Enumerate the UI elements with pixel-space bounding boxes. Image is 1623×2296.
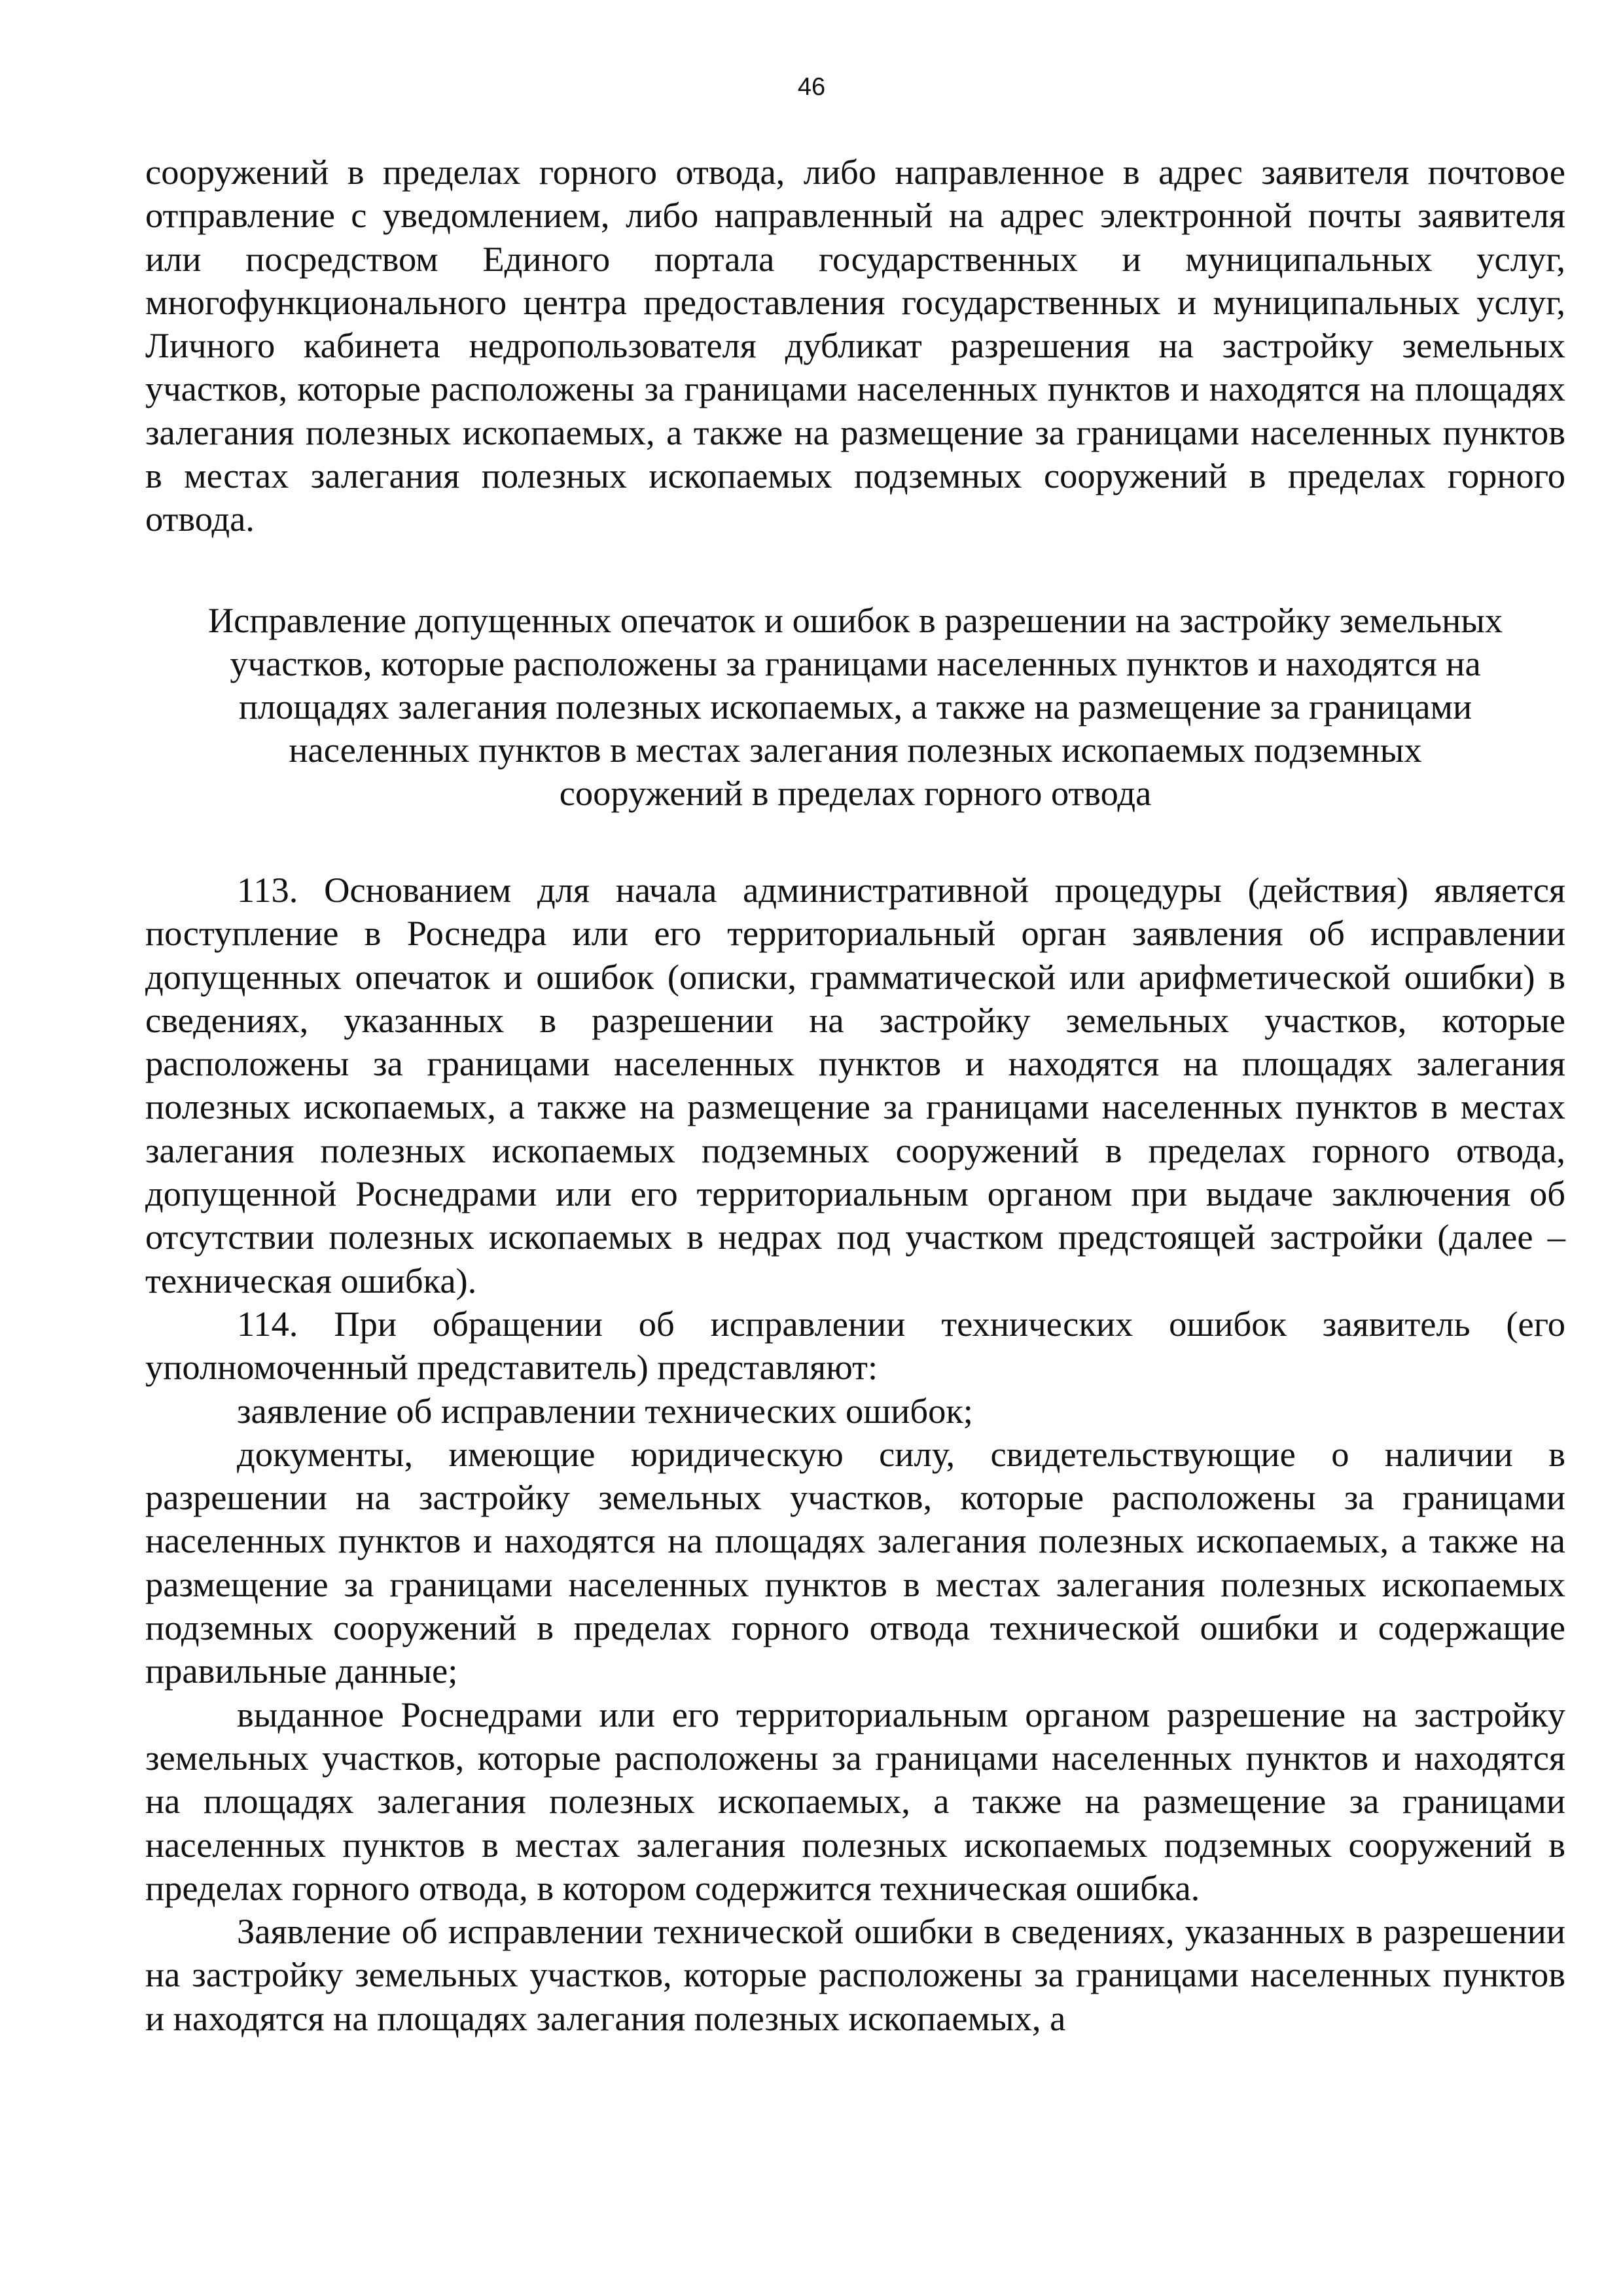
paragraph-113: 113. Основанием для начала административной процедуры (действия) является поступление в Роснедра или его территориальный орган заявления об исправлении допущенных опечаток и ошибок (описки, грамматической или арифметической ошибки) в сведениях, указанных в разрешении на застройку земельных участков, которые расположены за границами населенных пунктов и находятся на площадях залегания полезных ископаемых, а также на размещение за границами населенных пунктов в местах залегания полезных ископаемых подземных сооружений в пределах горного отвода, допущенной Роснедрами или его территориальным органом при выдаче заключения об отсутствии полезных ископаемых в недрах под участком предстоящей застройки (далее – техническая ошибка). bbox=[145, 870, 1565, 1300]
page-number: 46 bbox=[797, 73, 826, 101]
section-heading-line: населенных пунктов в местах залегания полезных ископаемых подземных bbox=[289, 730, 1422, 770]
main-text-block bbox=[145, 869, 1565, 2040]
section-heading-line: сооружений в пределах горного отвода bbox=[559, 773, 1152, 813]
section-heading-line: участков, которые расположены за границами населенных пунктов и находятся на bbox=[230, 643, 1481, 683]
section-heading-line: Исправление допущенных опечаток и ошибок в разрешении на застройку земельных bbox=[207, 600, 1503, 640]
section-heading-line: площадях залегания полезных ископаемых, а также на размещение за границами bbox=[238, 687, 1472, 726]
continuation-block bbox=[145, 151, 1565, 541]
paragraph-application-statement: Заявление об исправлении технической ошибки в сведениях, указанных в разрешении на застройку земельных участков, которые расположены за границами населенных пунктов и находятся на площадях залегания полезных ископаемых, а bbox=[145, 1911, 1565, 2038]
list-item-issued-permit: выданное Роснедрами или его территориальным органом разрешение на застройку земельных участков, которые расположены за границами населенных пунктов и находятся на площадях залегания полезных ископаемых, а также на размещение за границами населенных пунктов в местах залегания полезных ископаемых подземных сооружений в пределах горного отвода, в котором содержится техническая ошибка. bbox=[145, 1694, 1565, 1908]
list-item-documents: документы, имеющие юридическую силу, свидетельствующие о наличии в разрешении на застройку земельных участков, которые расположены за границами населенных пунктов и находятся на площадях залегания полезных ископаемых, а также на размещение за границами населенных пунктов в местах залегания полезных ископаемых подземных сооружений в пределах горного отвода технической ошибки и содержащие правильные данные; bbox=[145, 1433, 1565, 1691]
continuation-paragraph: сооружений в пределах горного отвода, либо направленное в адрес заявителя почтовое отправление с уведомлением, либо направленный на адрес электронной почты заявителя или посредством Единого портала государственных и муниципальных услуг, многофункционального центра предоставления государственных и муниципальных услуг, Личного кабинета недропользователя дубликат разрешения на застройку земельных участков, которые расположены за границами населенных пунктов и находятся на площадях залегания полезных ископаемых, а также на размещение за границами населенных пунктов в местах залегания полезных ископаемых подземных сооружений в пределах горного отвода. bbox=[145, 152, 1565, 539]
section-heading bbox=[145, 599, 1565, 815]
list-item-application: заявление об исправлении технических ошибок; bbox=[237, 1390, 973, 1431]
paragraph-114: 114. При обращении об исправлении технических ошибок заявитель (его уполномоченный представитель) представляют: bbox=[145, 1303, 1565, 1388]
